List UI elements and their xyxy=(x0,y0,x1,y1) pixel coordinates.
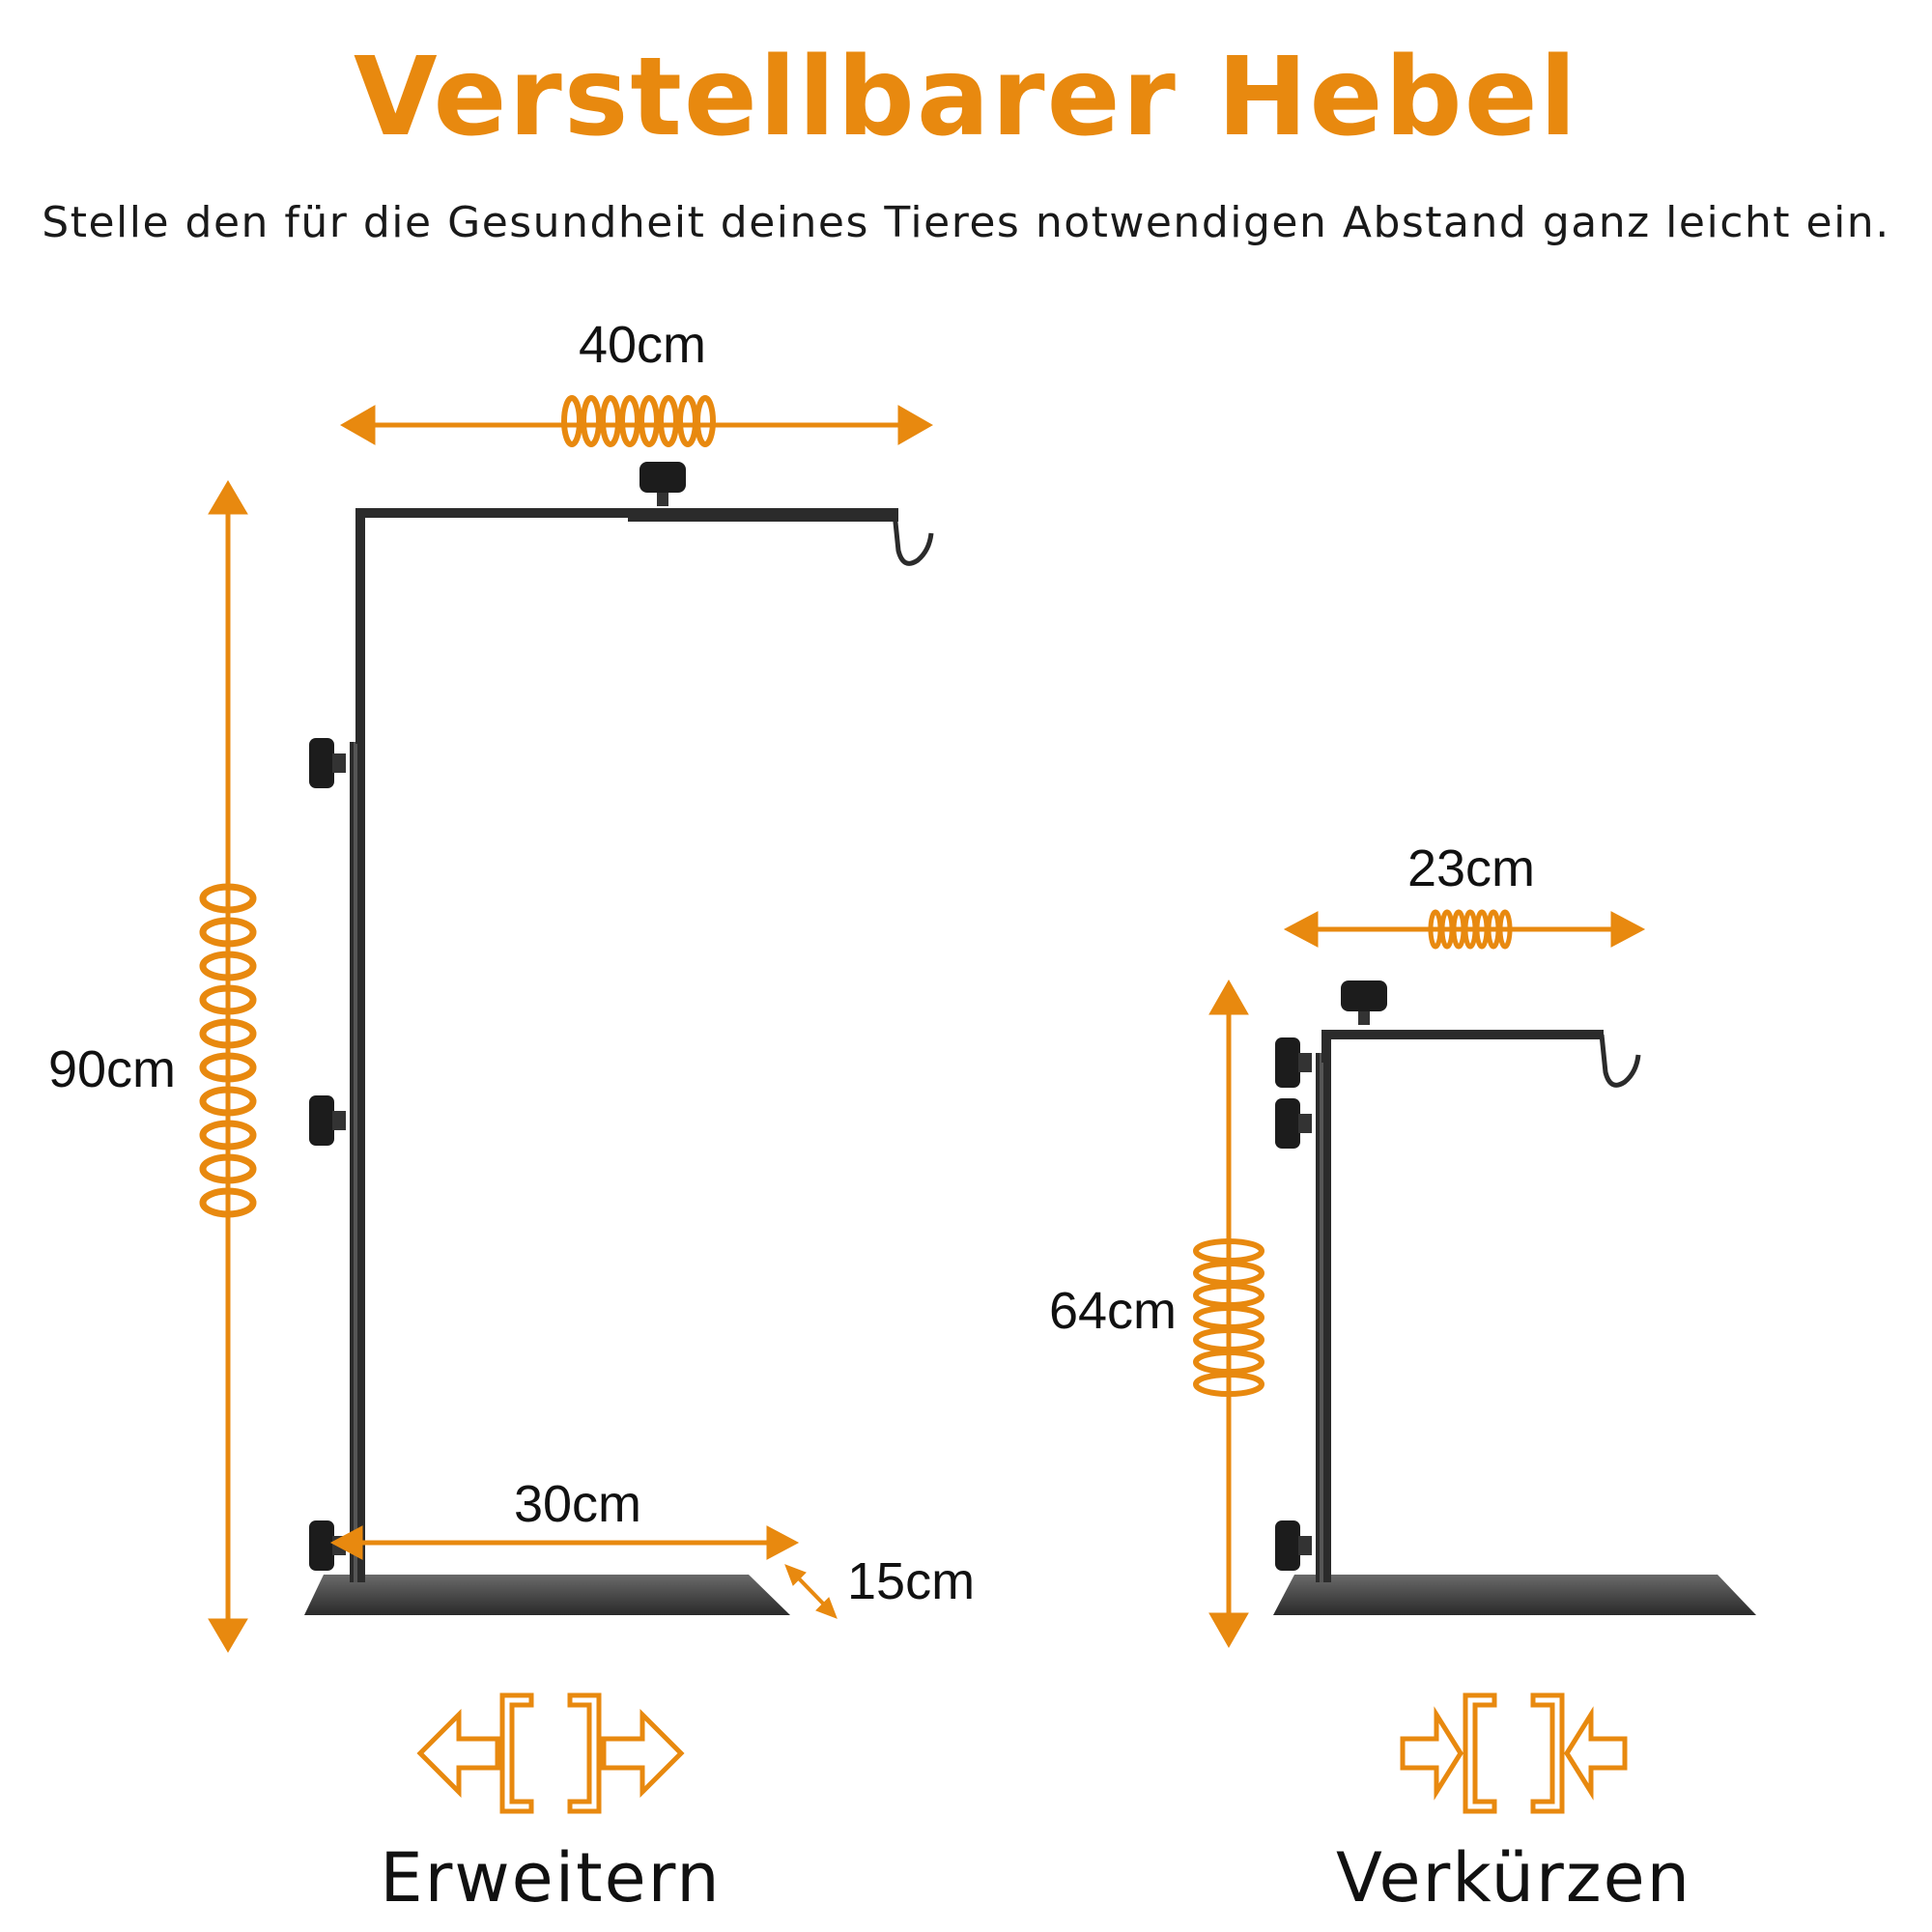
page-subtitle: Stelle den für die Gesundheit deines Tieres notwendigen Abstand ganz leicht ein. xyxy=(42,198,1890,247)
extended-height-dimension xyxy=(203,481,253,1652)
knob-icon xyxy=(309,1095,346,1146)
compact-width-dimension xyxy=(1285,912,1644,947)
expand-arrows-icon xyxy=(420,1695,681,1811)
knob-icon xyxy=(1341,980,1387,1025)
knob-icon xyxy=(639,462,686,506)
extended-width-dimension xyxy=(341,398,932,444)
knob-icon xyxy=(1275,1520,1312,1571)
knob-icon xyxy=(1275,1037,1312,1088)
shrink-arrows-icon xyxy=(1403,1695,1625,1811)
compact-caption: Verkürzen xyxy=(1336,1838,1691,1918)
extended-base-plate xyxy=(304,1575,790,1615)
compact-width-label: 23cm xyxy=(1406,839,1536,897)
extended-base-length-label: 30cm xyxy=(513,1475,642,1533)
knob-icon xyxy=(1275,1098,1312,1149)
compact-arm xyxy=(1321,1030,1604,1039)
compact-base-plate xyxy=(1273,1575,1756,1615)
compact-height-label: 64cm xyxy=(1048,1282,1177,1340)
compact-height-dimension xyxy=(1196,980,1262,1647)
extended-caption: Erweitern xyxy=(380,1838,722,1918)
compact-stand xyxy=(1273,980,1756,1615)
extended-base-depth-dimension xyxy=(785,1565,837,1618)
extended-hook xyxy=(895,513,931,563)
spring-icon xyxy=(564,398,713,444)
extended-height-label: 90cm xyxy=(47,1040,176,1098)
extended-stand xyxy=(304,462,931,1615)
page-title: Verstellbarer Hebel xyxy=(353,35,1579,160)
knob-icon xyxy=(309,738,346,788)
compact-hook xyxy=(1602,1035,1638,1085)
extended-base-depth-label: 15cm xyxy=(847,1552,976,1610)
extended-width-label: 40cm xyxy=(578,316,707,374)
